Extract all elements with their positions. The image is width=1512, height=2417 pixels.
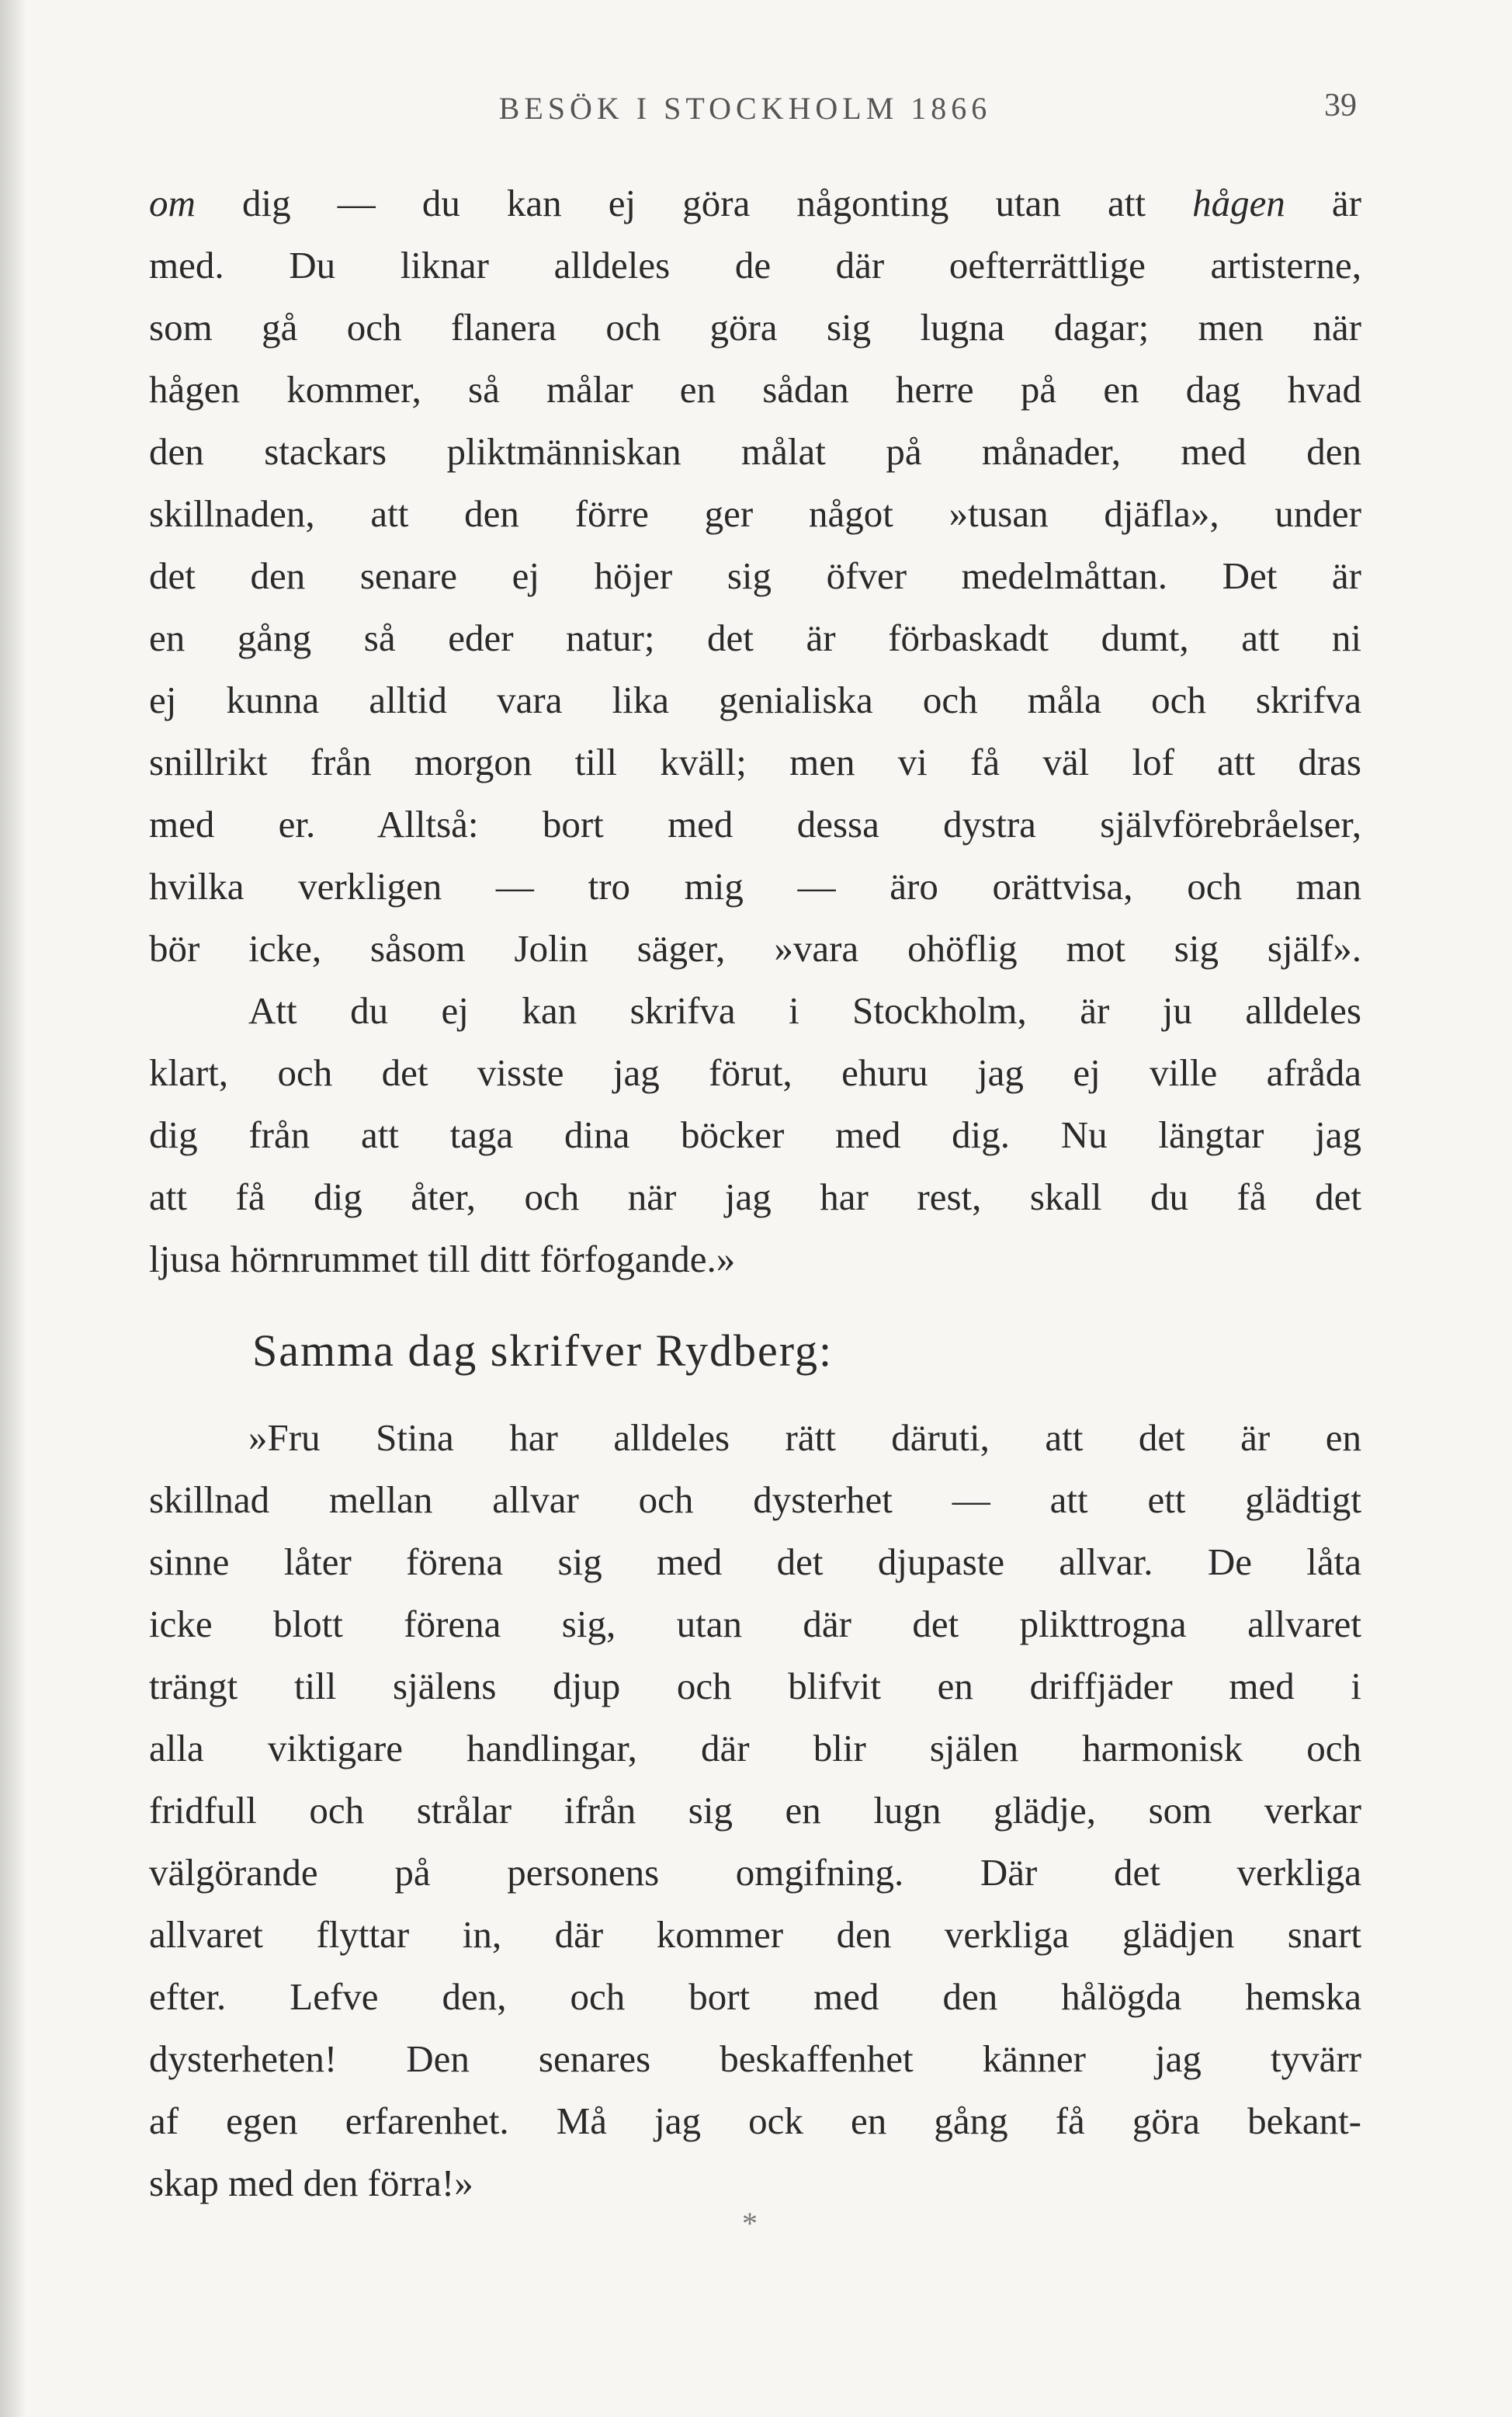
text-line: alla viktigare handlingar, där blir själen harmonisk och — [149, 1727, 1361, 1769]
text-line: ej kunna alltid vara lika genialiska och måla och skrifva — [149, 679, 1361, 721]
text-line: med er. Alltså: bort med dessa dystra självförebråelser, — [149, 803, 1361, 846]
section-heading: Samma dag skrifver Rydberg: — [252, 1325, 834, 1376]
text-line: hvilka verkligen — tro mig — äro orättvisa, och man — [149, 865, 1361, 908]
text-span: dig — du kan ej göra någonting utan att — [195, 182, 1193, 224]
page-number: 39 — [1324, 88, 1357, 123]
text-line: trängt till själens djup och blifvit en driffjäder med i — [149, 1665, 1361, 1707]
italic-word: om — [149, 182, 196, 224]
text-line: den stackars pliktmänniskan målat på månader, med den — [149, 430, 1361, 473]
text-line: dig från att taga dina böcker med dig. Nu längtar jag — [149, 1113, 1361, 1156]
text-line: som gå och flanera och göra sig lugna dagar; men när — [149, 306, 1361, 349]
text-span: är — [1285, 182, 1361, 224]
text-line: snillrikt från morgon till kväll; men vi få väl lof att dras — [149, 741, 1361, 783]
text-line — [149, 172, 1361, 234]
asterisk-ornament: * — [742, 2206, 758, 2241]
text-line: ljusa hörnrummet till ditt förfogande.» — [149, 1238, 736, 1280]
text-line: hågen kommer, så målar en sådan herre på en dag hvad — [149, 368, 1361, 411]
text-line: icke blott förena sig, utan där det plikttrogna allvaret — [149, 1603, 1361, 1645]
italic-word: hågen — [1192, 182, 1285, 224]
text-line: skillnaden, att den förre ger något »tusan djäfla», under — [149, 492, 1361, 535]
text-line: sinne låter förena sig med det djupaste allvar. De låta — [149, 1540, 1361, 1583]
text-line: Att du ej kan skrifva i Stockholm, är ju alldeles — [248, 989, 1361, 1032]
text-line: allvaret flyttar in, där kommer den verkliga glädjen snart — [149, 1913, 1361, 1956]
text-line: välgörande på personens omgifning. Där det verkliga — [149, 1851, 1361, 1894]
text-line: skillnad mellan allvar och dysterhet — att ett glädtigt — [149, 1478, 1361, 1521]
text-line: fridfull och strålar ifrån sig en lugn glädje, som verkar — [149, 1789, 1361, 1832]
text-line: »Fru Stina har alldeles rätt däruti, att det är en — [248, 1416, 1361, 1459]
text-line: att få dig åter, och när jag har rest, skall du få det — [149, 1176, 1361, 1218]
text-line: efter. Lefve den, och bort med den hålögda hemska — [149, 1975, 1361, 2018]
text-line: dysterheten! Den senares beskaffenhet känner jag tyvärr — [149, 2037, 1361, 2080]
text-line: af egen erfarenhet. Må jag ock en gång få göra bekant- — [149, 2099, 1361, 2142]
text-line: en gång så eder natur; det är förbaskadt dumt, att ni — [149, 616, 1361, 659]
running-head: BESÖK I STOCKHOLM 1866 — [498, 91, 992, 126]
text-line: det den senare ej höjer sig öfver medelmåttan. Det är — [149, 554, 1361, 597]
text-line: med. Du liknar alldeles de där oefterrättlige artisterne, — [149, 244, 1361, 286]
binding-shadow — [0, 0, 26, 2417]
text-line: bör icke, såsom Jolin säger, »vara ohöflig mot sig själf». — [149, 927, 1361, 970]
text-line: skap med den förra!» — [149, 2162, 473, 2204]
text-line: klart, och det visste jag förut, ehuru jag ej ville afråda — [149, 1051, 1361, 1094]
